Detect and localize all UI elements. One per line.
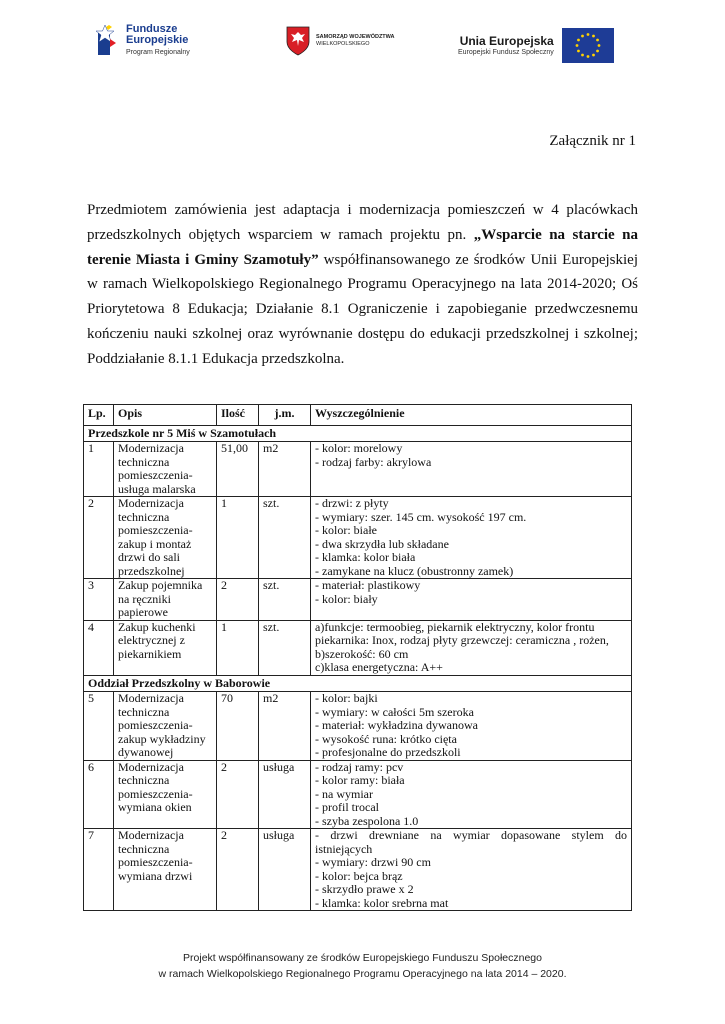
- header-spec: Wyszczególnienie: [311, 405, 632, 426]
- spec-line: - skrzydło prawe x 2: [315, 882, 414, 896]
- section-szamotuly: [84, 425, 632, 442]
- opis-line: elektrycznej z: [118, 633, 185, 647]
- opis-line: techniczna: [118, 509, 170, 524]
- spec-line: b)szerokość: 60 cm: [315, 646, 409, 661]
- spec-line: a)funkcje: termoobieg, piekarnik elektryczny, kolor frontu: [315, 619, 595, 634]
- spec-line: - materiał: wykładzina dywanowa: [315, 718, 478, 732]
- eu-star: [577, 50, 580, 53]
- fundusze-europejskie-logo: [96, 24, 190, 58]
- cell-opis: [114, 760, 217, 829]
- opis-line: wymiana okien: [118, 800, 192, 814]
- table-header-row: [84, 405, 632, 426]
- opis-line: wymiana drzwi: [118, 868, 193, 883]
- opis-line: pomieszczenia-: [118, 786, 193, 801]
- intro-part2: współfinansowanego ze środków Unii Europejskiej w ramach Wielkopolskiego Regionalnego Programu Operacyjnego na lata 2014-2020; Oś Priorytetowa 8 Edukacja; Działanie 8.1 Ograniczenie i zapobieganie przedwczesnemu kończeniu nauki szkolnej oraz wyrównanie dostępu do edukacji przedszkolnej i szkolnej; Poddziałanie 8.1.1 Edukacja przedszkolna.: [87, 251, 638, 367]
- eu-star: [592, 54, 595, 57]
- spec-line: - wymiary: w całości 5m szeroka: [315, 704, 474, 719]
- opis-line: piekarnikiem: [118, 646, 182, 661]
- eu-star: [575, 44, 578, 47]
- cell-ilosc: 2: [217, 829, 259, 911]
- opis-line: drzwi do sali: [118, 550, 180, 564]
- table-row: [84, 692, 632, 761]
- attachment-label: Załącznik nr 1: [549, 133, 636, 149]
- spec-line: - kolor ramy: biała: [315, 773, 405, 787]
- fundusze-line2: Europejskie: [126, 34, 189, 46]
- cell-ilosc: 1: [217, 497, 259, 579]
- footer-line1: Projekt współfinansowany ze środków Europejskiego Funduszu Społecznego: [183, 952, 542, 964]
- project-name: „Wsparcie na starcie na terenie Miasta i Gminy Szamotuły”: [87, 226, 639, 268]
- spec-line: - szyba zespolona 1.0: [315, 813, 419, 828]
- opis-line: Zakup pojemnika: [118, 578, 203, 592]
- header-lp: Lp.: [84, 405, 114, 426]
- opis-line: techniczna: [118, 704, 170, 719]
- cell-jm: m2: [259, 442, 311, 497]
- header-jm: j.m.: [259, 405, 311, 426]
- opis-line: techniczna: [118, 773, 170, 787]
- opis-line: dywanowej: [118, 745, 174, 759]
- spec-line: - profesjonalne do przedszkoli: [315, 745, 461, 759]
- opis-line: Zakup kuchenki: [118, 619, 196, 634]
- samorzad-line1: SAMORZĄD WOJEWÓDZTWA: [316, 34, 395, 40]
- eu-star: [592, 35, 595, 38]
- opis-line: papierowe: [118, 605, 168, 619]
- cell-spec: [311, 579, 632, 621]
- spec-line: - zamykane na klucz (obustronny zamek): [315, 563, 514, 578]
- items-table: [83, 404, 632, 911]
- opis-line: usługa malarska: [118, 481, 196, 496]
- samorzad-logo: [286, 26, 395, 56]
- eu-star: [586, 55, 589, 58]
- spec-line: c)klasa energetyczna: A++: [315, 660, 443, 674]
- cell-jm: szt.: [259, 620, 311, 675]
- opis-line: zakup i montaż: [118, 536, 192, 551]
- spec-line: - rodzaj farby: akrylowa: [315, 454, 432, 469]
- coat-of-arms-icon: [286, 26, 310, 56]
- opis-line: pomieszczenia-: [118, 855, 193, 869]
- opis-line: pomieszczenia-: [118, 523, 193, 537]
- cell-opis: [114, 829, 217, 911]
- cell-ilosc: 51,00: [217, 442, 259, 497]
- opis-line: pomieszczenia-: [118, 468, 193, 482]
- cell-spec: [311, 497, 632, 579]
- fundusze-line3: Program Regionalny: [126, 49, 190, 56]
- table-row: [84, 760, 632, 829]
- cell-lp: 7: [84, 829, 114, 911]
- spec-line: - klamka: kolor biała: [315, 550, 416, 564]
- spec-line: istniejących: [315, 841, 373, 856]
- cell-ilosc: 1: [217, 620, 259, 675]
- spec-line: - profil trocal: [315, 800, 379, 814]
- eu-star: [581, 35, 584, 38]
- opis-line: Modernizacja: [118, 496, 184, 510]
- opis-line: Modernizacja: [118, 759, 184, 774]
- footer: [0, 950, 725, 982]
- table-row: [84, 620, 632, 675]
- cell-lp: 6: [84, 760, 114, 829]
- opis-line: Modernizacja: [118, 828, 184, 842]
- header-ilosc: Ilość: [217, 405, 259, 426]
- opis-line: na ręczniki: [118, 591, 171, 606]
- spec-line: - wymiary: szer. 145 cm. wysokość 197 cm.: [315, 509, 527, 524]
- cell-jm: szt.: [259, 497, 311, 579]
- spec-line: piekarnika: Inox, rodzaj płyty grzewczej: ceramiczna , rożen,: [315, 633, 609, 647]
- cell-spec: [311, 829, 632, 911]
- cell-ilosc: 2: [217, 760, 259, 829]
- opis-line: Modernizacja: [118, 441, 184, 455]
- table-row: [84, 829, 632, 911]
- cell-lp: 1: [84, 442, 114, 497]
- spec-line: - klamka: kolor srebrna mat: [315, 895, 449, 910]
- cell-lp: 4: [84, 620, 114, 675]
- eu-star: [596, 39, 599, 42]
- logo-bar: [0, 20, 725, 70]
- intro-paragraph: [87, 198, 638, 372]
- cell-spec: [311, 620, 632, 675]
- opis-line: techniczna: [118, 454, 170, 469]
- table-row: [84, 497, 632, 579]
- section-baborowo: [84, 675, 632, 692]
- table-row: [84, 579, 632, 621]
- opis-line: Modernizacja: [118, 691, 184, 705]
- section-szamotuly-title: Przedszkole nr 5 Miś w Szamotułach: [84, 425, 632, 442]
- cell-opis: [114, 497, 217, 579]
- cell-jm: m2: [259, 692, 311, 761]
- cell-jm: szt.: [259, 579, 311, 621]
- spec-line: - dwa skrzydła lub składane: [315, 536, 449, 551]
- cell-jm: usługa: [259, 760, 311, 829]
- ue-title: Unia Europejska: [459, 34, 554, 48]
- opis-line: przedszkolnej: [118, 563, 185, 578]
- samorzad-line2: WIELKOPOLSKIEGO: [316, 41, 370, 47]
- eu-star: [596, 50, 599, 53]
- section-baborowo-title: Oddział Przedszkolny w Baborowie: [84, 675, 632, 692]
- spec-line: - kolor: bajki: [315, 691, 378, 705]
- eu-star: [577, 39, 580, 42]
- cell-opis: [114, 620, 217, 675]
- opis-line: zakup wykładziny: [118, 731, 206, 746]
- spec-line: - kolor: bejca brąz: [315, 868, 403, 883]
- eu-star: [586, 33, 589, 36]
- spec-line: - drzwi drewniane na wymiar dopasowane stylem do: [315, 828, 627, 842]
- fundusze-line1: Fundusze: [126, 23, 178, 35]
- cell-opis: [114, 579, 217, 621]
- unia-europejska-logo: [458, 28, 614, 63]
- cell-jm: usługa: [259, 829, 311, 911]
- spec-line: - rodzaj ramy: pcv: [315, 759, 404, 774]
- eu-star: [581, 54, 584, 57]
- cell-spec: [311, 760, 632, 829]
- table-body: [84, 425, 632, 911]
- footer-line2: w ramach Wielkopolskiego Regionalnego Programu Operacyjnego na lata 2014 – 2020.: [158, 968, 567, 980]
- spec-line: - drzwi: z płyty: [315, 496, 389, 510]
- spec-line: - kolor: białe: [315, 523, 377, 537]
- spec-line: - wysokość runa: krótko cięta: [315, 731, 457, 746]
- cell-opis: [114, 442, 217, 497]
- intro-part1: Przedmiotem zamówienia jest adaptacja i modernizacja pomieszczeń w 4 placówkach przedszkolnych objętych wsparciem w ramach projektu pn.: [87, 202, 638, 243]
- cell-ilosc: 70: [217, 692, 259, 761]
- cell-ilosc: 2: [217, 579, 259, 621]
- spec-line: - kolor: biały: [315, 591, 378, 606]
- cell-spec: [311, 442, 632, 497]
- spec-line: - materiał: plastikowy: [315, 578, 421, 592]
- spec-line: - na wymiar: [315, 786, 373, 801]
- eu-star: [597, 44, 600, 47]
- header-opis: Opis: [114, 405, 217, 426]
- spec-line: - wymiary: drzwi 90 cm: [315, 855, 431, 869]
- ue-subtitle: Europejski Fundusz Społeczny: [458, 49, 554, 56]
- opis-line: pomieszczenia-: [118, 718, 193, 732]
- table-row: [84, 442, 632, 497]
- spec-line: - kolor: morelowy: [315, 441, 403, 455]
- cell-spec: [311, 692, 632, 761]
- eu-flag-icon: [562, 28, 614, 63]
- fundusze-europejskie-star-icon: [96, 25, 120, 57]
- cell-opis: [114, 692, 217, 761]
- opis-line: techniczna: [118, 841, 170, 856]
- cell-lp: 3: [84, 579, 114, 621]
- cell-lp: 2: [84, 497, 114, 579]
- cell-lp: 5: [84, 692, 114, 761]
